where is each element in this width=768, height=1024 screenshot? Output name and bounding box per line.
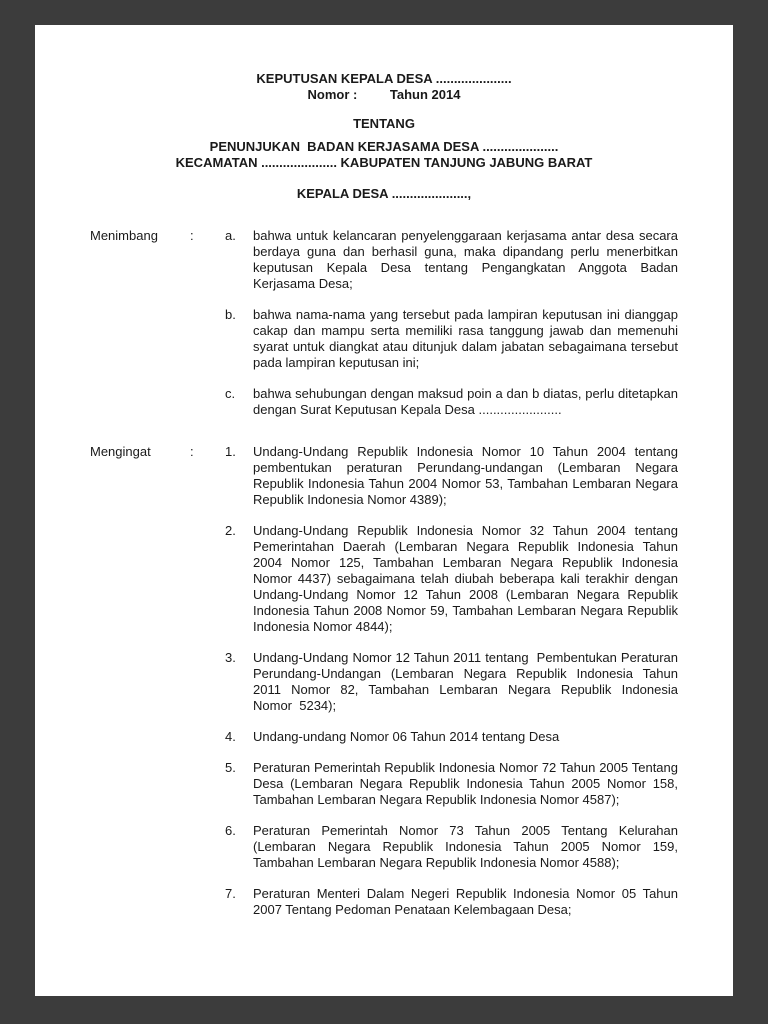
- item-marker: 7.: [225, 886, 236, 901]
- item-text: Undang-undang Nomor 06 Tahun 2014 tentang Desa: [253, 729, 560, 744]
- label-spacer: [90, 307, 190, 371]
- item-marker: 6.: [225, 823, 236, 838]
- item-marker: 1.: [225, 444, 236, 459]
- menimbang-item-a: [90, 228, 678, 292]
- title-line-1: KEPUTUSAN KEPALA DESA .....................: [256, 71, 512, 86]
- item-marker: 2.: [225, 523, 236, 538]
- subject-line-2: KECAMATAN ..................... KABUPATEN TANJUNG JABUNG BARAT: [175, 155, 593, 170]
- document-page: [35, 25, 733, 996]
- item-marker: 5.: [225, 760, 236, 775]
- mengingat-item-4: [90, 729, 678, 745]
- mengingat-colon: :: [190, 444, 194, 459]
- mengingat-item-5: [90, 760, 678, 808]
- item-text: bahwa nama-nama yang tersebut pada lampiran keputusan ini dianggap cakap dan mampu serta memiliki rasa tanggung jawab dan memenuhi syarat untuk diangkat atau ditunjuk dalam jabatan sebagaimana tersebut pada lampiran keputusan ini;: [253, 307, 678, 370]
- item-marker: 3.: [225, 650, 236, 665]
- label-spacer: [90, 760, 190, 808]
- mengingat-item-1: [90, 444, 678, 508]
- colon-spacer: [190, 823, 225, 871]
- item-marker: a.: [225, 228, 236, 243]
- menimbang-label: Menimbang: [90, 228, 158, 243]
- label-spacer: [90, 886, 190, 918]
- menimbang-item-b: [90, 307, 678, 371]
- item-text: bahwa sehubungan dengan maksud poin a dan b diatas, perlu ditetapkan dengan Surat Keputusan Kepala Desa .......................: [253, 386, 678, 417]
- colon-spacer: [190, 307, 225, 371]
- subject-line-1: PENUNJUKAN BADAN KERJASAMA DESA .....................: [209, 139, 559, 154]
- item-text: Peraturan Pemerintah Republik Indonesia Nomor 72 Tahun 2005 Tentang Desa (Lembaran Negara Republik Indonesia Tahun 2005 Nomor 158, Tambahan Lembaran Negara Republik Indonesia Nomor 4587);: [253, 760, 678, 807]
- item-text: bahwa untuk kelancaran penyelenggaraan kerjasama antar desa secara berdaya guna dan berhasil guna, maka dipandang perlu menerbitkan keputusan Kepala Desa tentang Pengangkatan Anggota Badan Kerjasama Desa;: [253, 228, 678, 291]
- item-marker: c.: [225, 386, 236, 401]
- colon-spacer: [190, 650, 225, 714]
- title-line-2: Nomor : Tahun 2014: [307, 87, 461, 102]
- colon-spacer: [190, 886, 225, 918]
- document-title: [90, 71, 678, 103]
- colon-spacer: [190, 523, 225, 635]
- item-marker: b.: [225, 307, 236, 322]
- item-text: Peraturan Pemerintah Nomor 73 Tahun 2005 Tentang Kelurahan (Lembaran Negara Republik Indonesia Tahun 2005 Nomor 159, Tambahan Lembaran Negara Republik Indonesia Nomor 4588);: [253, 823, 678, 870]
- item-text: Undang-Undang Republik Indonesia Nomor 10 Tahun 2004 tentang pembentukan peraturan Perundang-undangan (Lembaran Negara Republik Indonesia Tahun 2004 Nomor 53, Tambahan Lembaran Negara Republik Indonesia Nomor 4389);: [253, 444, 678, 507]
- item-marker: 4.: [225, 729, 236, 744]
- item-text: Peraturan Menteri Dalam Negeri Republik Indonesia Nomor 05 Tahun 2007 Tentang Pedoman Penataan Kelembagaan Desa;: [253, 886, 678, 917]
- mengingat-label: Mengingat: [90, 444, 151, 459]
- colon-spacer: [190, 729, 225, 745]
- label-spacer: [90, 386, 190, 418]
- label-spacer: [90, 729, 190, 745]
- label-spacer: [90, 823, 190, 871]
- label-spacer: [90, 650, 190, 714]
- mengingat-item-7: [90, 886, 678, 918]
- item-text: Undang-Undang Republik Indonesia Nomor 32 Tahun 2004 tentang Pemerintahan Daerah (Lembaran Negara Republik Indonesia Tahun 2004 Nomor 125, Tambahan Lembaran Negara Republik Indonesia Nomor 4437) sebagaimana telah diubah beberapa kali terakhir dengan Undang-Undang Nomor 12 Tahun 2008 (Lembaran Negara Republik Indonesia Tahun 2008 Nomor 59, Tambahan Lembaran Negara Republik Indonesia Nomor 4844);: [253, 523, 678, 634]
- mengingat-item-6: [90, 823, 678, 871]
- subject-block: [90, 139, 678, 171]
- colon-spacer: [190, 760, 225, 808]
- tentang-heading: TENTANG: [353, 116, 415, 131]
- colon-spacer: [190, 386, 225, 418]
- mengingat-item-2: [90, 523, 678, 635]
- menimbang-item-c: [90, 386, 678, 418]
- menimbang-colon: :: [190, 228, 194, 243]
- salutation: KEPALA DESA .....................,: [296, 186, 472, 201]
- item-text: Undang-Undang Nomor 12 Tahun 2011 tentang Pembentukan Peraturan Perundang-Undangan (Lembaran Negara Republik Indonesia Tahun 2011 Nomor 82, Tambahan Lembaran Negara Republik Indonesia Nomor 5234);: [253, 650, 678, 713]
- mengingat-item-3: [90, 650, 678, 714]
- label-spacer: [90, 523, 190, 635]
